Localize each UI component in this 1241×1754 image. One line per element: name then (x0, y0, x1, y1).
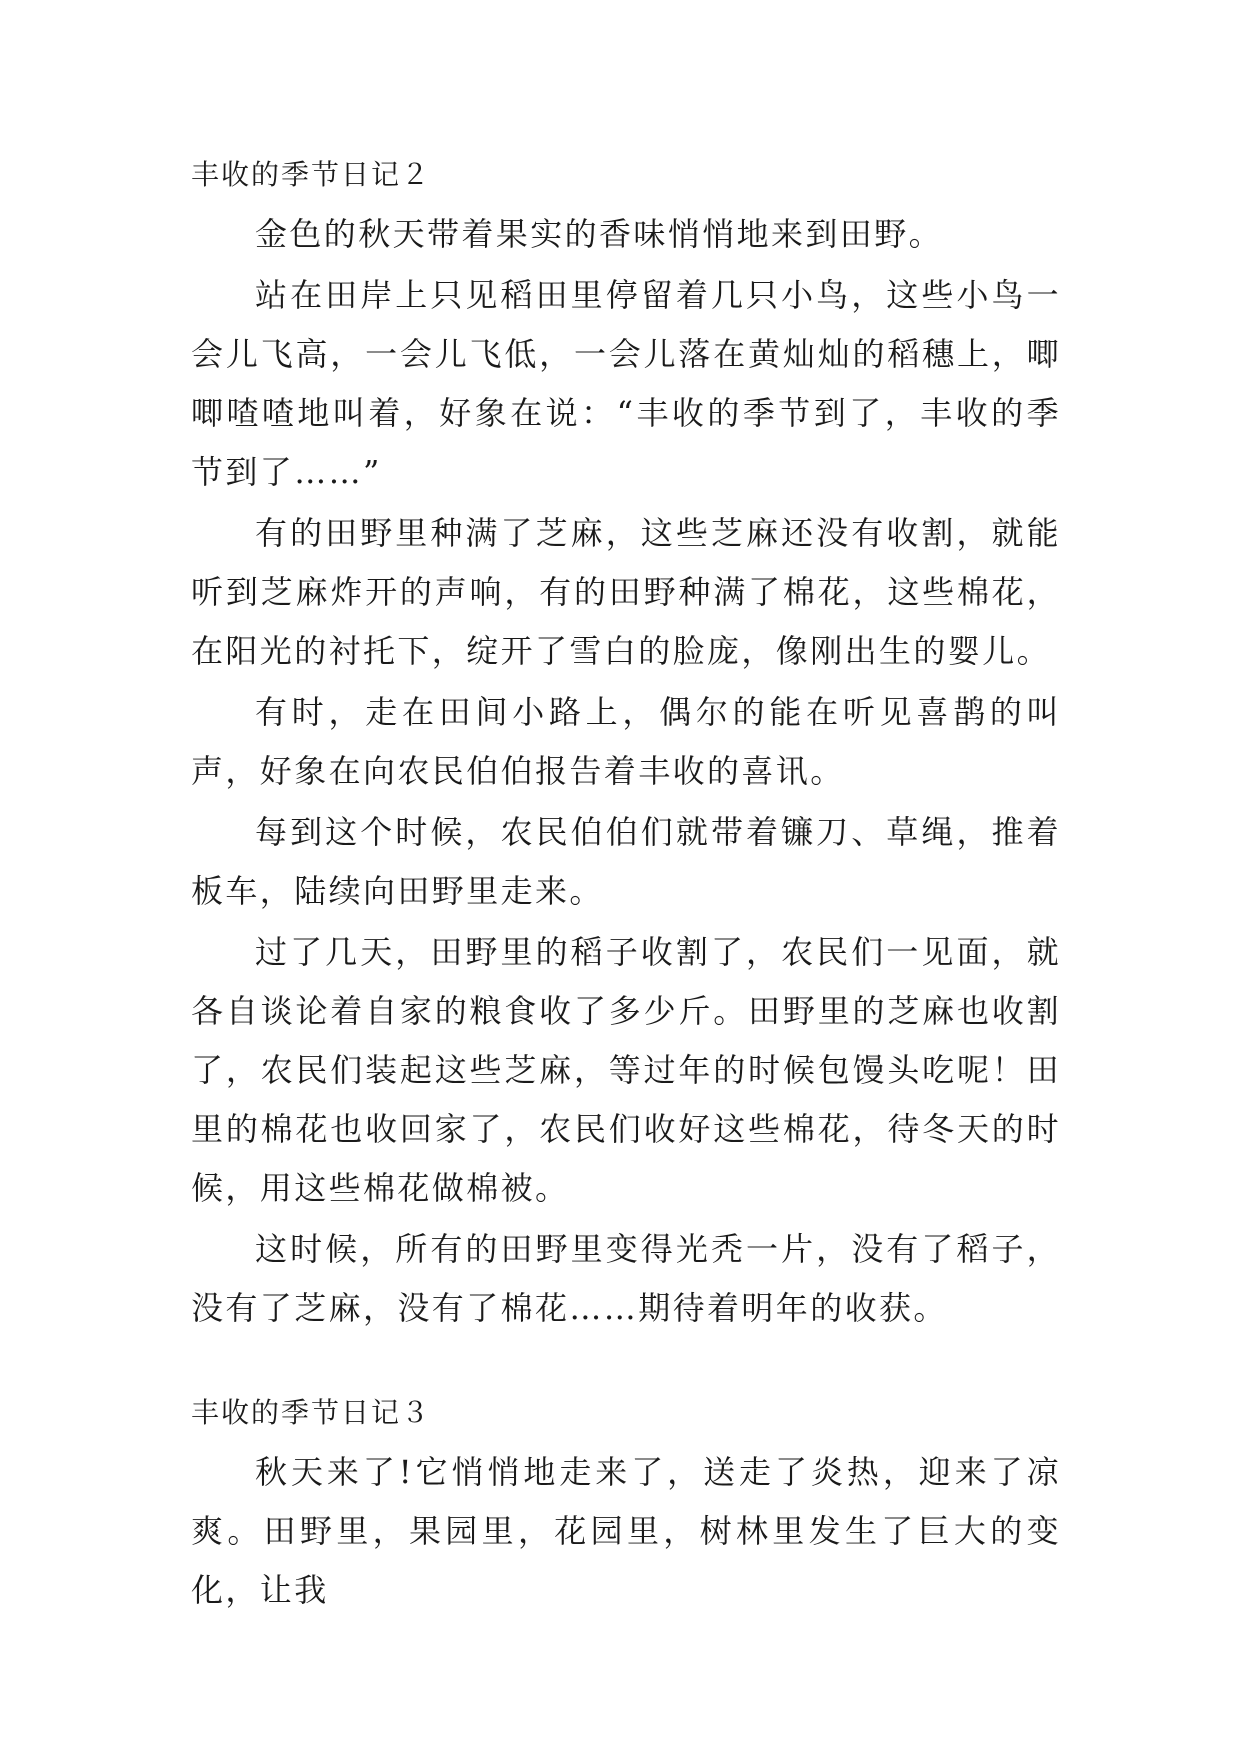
paragraph: 秋天来了!它悄悄地走来了，送走了炎热，迎来了凉爽。田野里，果园里，花园里，树林里发生了巨大的变化，让我 (191, 1453, 1061, 1609)
paragraph: 这时候，所有的田野里变得光秃一片，没有了稻子，没有了芝麻，没有了棉花……期待着明年的收获。 (191, 1230, 1061, 1327)
section-title: 丰收的季节日记３ (191, 1396, 432, 1429)
diary-entry-3 (191, 1395, 1061, 1620)
paragraph: 金色的秋天带着果实的香味悄悄地来到田野。 (255, 215, 944, 253)
diary-entry-2 (191, 157, 1061, 1338)
paragraph: 每到这个时候，农民伯伯们就带着镰刀、草绳，推着板车，陆续向田野里走来。 (191, 813, 1061, 910)
paragraph: 有的田野里种满了芝麻，这些芝麻还没有收割，就能听到芝麻炸开的声响，有的田野种满了棉花，这些棉花，在阳光的衬托下，绽开了雪白的脸庞，像刚出生的婴儿。 (191, 514, 1061, 670)
document-body (191, 157, 1061, 1622)
paragraph: 过了几天，田野里的稻子收割了，农民们一见面，就各自谈论着自家的粮食收了多少斤。田野里的芝麻也收割了，农民们装起这些芝麻，等过年的时候包馒头吃呢！田里的棉花也收回家了，农民们收好这些棉花，待冬天的时候，用这些棉花做棉被。 (191, 933, 1061, 1207)
paragraph: 有时，走在田间小路上，偶尔的能在听见喜鹊的叫声，好象在向农民伯伯报告着丰收的喜讯。 (191, 693, 1061, 790)
section-title: 丰收的季节日记２ (191, 158, 432, 191)
paragraph: 站在田岸上只见稻田里停留着几只小鸟，这些小鸟一会儿飞高，一会儿飞低，一会儿落在黄灿灿的稻穗上，唧唧喳喳地叫着，好象在说：“丰收的季节到了，丰收的季节到了……” (191, 276, 1061, 491)
